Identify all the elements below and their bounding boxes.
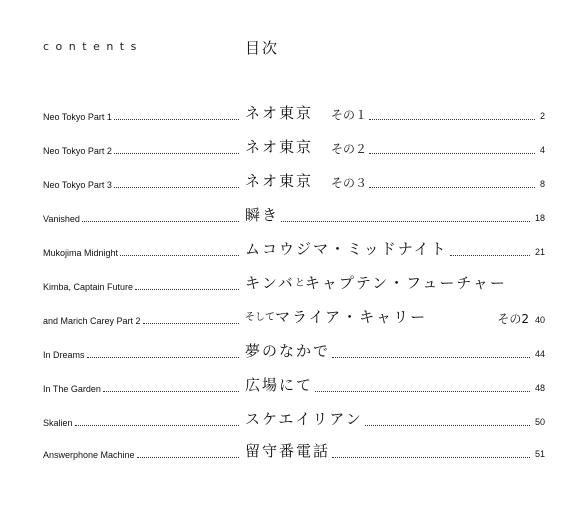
toc-entry — [0, 239, 582, 261]
toc-entry — [0, 409, 582, 431]
toc-entry-en-title: Skalien — [43, 418, 73, 428]
toc-entry-en — [43, 180, 241, 190]
dot-leader — [114, 186, 239, 188]
toc-entry — [0, 441, 582, 463]
toc-entry-page: 44 — [534, 349, 545, 359]
toc-entry-jp-title-b: キャプテン・フューチャー — [304, 274, 507, 292]
dot-leader — [369, 118, 535, 120]
toc-entry-jp — [245, 173, 545, 190]
toc-entry-page: 51 — [534, 449, 545, 459]
toc-entry-jp-particle: そして — [245, 312, 275, 323]
toc-entry-jp-title-a: キンバ — [245, 274, 295, 292]
toc-entry — [0, 273, 582, 295]
toc-entry-jp — [245, 105, 545, 122]
contents-heading-jp: 目次 — [245, 39, 280, 57]
toc-entry-jp-title: マライア・キャリー — [275, 308, 428, 326]
toc-entry — [0, 205, 582, 227]
toc-entry-en-title: In Dreams — [43, 350, 85, 360]
toc-entry-jp-title: 広場にて — [245, 376, 314, 394]
toc-entry-jp-part: その2 — [497, 312, 529, 326]
dot-leader — [332, 356, 530, 358]
dot-leader — [137, 456, 239, 458]
dot-leader — [114, 152, 239, 154]
toc-entry-page: 50 — [534, 417, 545, 427]
toc-entry-jp — [245, 241, 545, 258]
toc-entry-en-title: In The Garden — [43, 384, 101, 394]
toc-entry-jp-title: スケエイリアン — [245, 410, 363, 428]
toc-entry-jp-title: ネオ東京 — [245, 138, 314, 156]
toc-entry-page: 2 — [539, 111, 545, 121]
toc-entry-en-title: Answerphone Machine — [43, 450, 135, 460]
toc-entry-page: 21 — [534, 247, 545, 257]
toc-entry-en-title: Neo Tokyo Part 1 — [43, 112, 112, 122]
toc-entry-en — [43, 214, 241, 224]
toc-entry-en — [43, 350, 241, 360]
toc-entry-jp — [245, 411, 545, 428]
toc-entry-jp — [245, 275, 545, 292]
toc-entry-en — [43, 384, 241, 394]
toc-entry-en-title: Neo Tokyo Part 3 — [43, 180, 112, 190]
toc-entry-en — [43, 146, 241, 156]
dot-leader — [120, 254, 239, 256]
toc-entry-jp-part: その１ — [331, 108, 368, 122]
toc-entry-jp — [245, 377, 545, 394]
toc-entry-en-title: Vanished — [43, 214, 80, 224]
toc-entry-jp-title: 瞬き — [245, 206, 280, 224]
toc-entry-en-title: and Marich Carey Part 2 — [43, 316, 141, 326]
toc-entry-en-title: Kimba, Captain Future — [43, 282, 134, 292]
toc-entry-jp — [245, 343, 545, 360]
toc-entry-jp — [245, 443, 545, 460]
toc-entry-jp — [245, 309, 545, 326]
toc-entry-page: 4 — [539, 145, 545, 155]
toc-entry-jp-title: ネオ東京 — [245, 172, 314, 190]
toc-entry-page: 8 — [539, 179, 545, 189]
toc-entry — [0, 375, 582, 397]
dot-leader — [369, 152, 535, 154]
toc-entry-page: 40 — [534, 315, 545, 325]
toc-entry — [0, 137, 582, 159]
toc-entry — [0, 103, 582, 125]
toc-entry-jp — [245, 207, 545, 224]
dot-leader — [450, 254, 530, 256]
toc-entry-en — [43, 282, 241, 292]
toc-entry-jp — [245, 139, 545, 156]
toc-entry-jp-title: ネオ東京 — [245, 104, 314, 122]
dot-leader — [281, 220, 530, 222]
toc-entry-jp-part: その３ — [331, 176, 368, 190]
dot-leader — [332, 456, 530, 458]
dot-leader — [114, 118, 239, 120]
dot-leader — [103, 390, 239, 392]
toc-entry-page: 18 — [534, 213, 545, 223]
dot-leader — [75, 424, 239, 426]
toc-entry-jp-title: ムコウジマ・ミッドナイト — [245, 240, 448, 258]
dot-leader — [369, 186, 535, 188]
dot-leader — [82, 220, 239, 222]
dot-leader — [87, 356, 239, 358]
toc-entry-en-title: Neo Tokyo Part 2 — [43, 146, 112, 156]
toc-entry-en — [43, 418, 241, 428]
toc-entry-page: 48 — [534, 383, 545, 393]
toc-entry-jp-particle: と — [294, 278, 305, 289]
toc-entry-jp-title: 留守番電話 — [245, 442, 331, 460]
toc-entry-jp-title: 夢のなかで — [245, 342, 331, 360]
dot-leader — [365, 424, 530, 426]
toc-entry-en — [43, 450, 241, 460]
dot-leader — [315, 390, 530, 392]
toc-entry-en — [43, 248, 241, 258]
toc-entry-en-title: Mukojima Midnight — [43, 248, 119, 258]
dot-leader — [143, 322, 239, 324]
toc-entry-jp-part: その２ — [331, 142, 368, 156]
toc-entry-en — [43, 316, 241, 326]
toc-entry-en — [43, 112, 241, 122]
toc-entry — [0, 341, 582, 363]
dot-leader — [135, 288, 239, 290]
toc-entry — [0, 171, 582, 193]
toc-entry — [0, 307, 582, 329]
contents-heading-en: contents — [43, 40, 143, 53]
